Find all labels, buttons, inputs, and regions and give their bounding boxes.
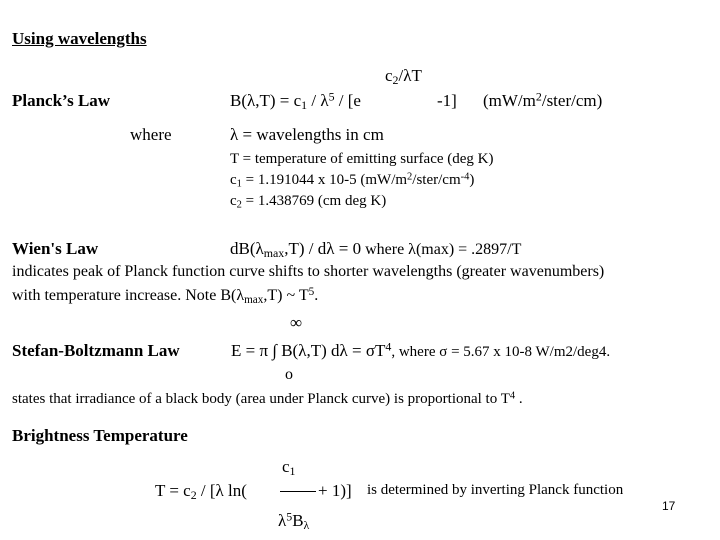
stefan-boltzmann-equation: E = π ∫ B(λ,T) $d\lambda = \sigma T^4$, where σ = 5.67 x 10-8 W/m2/deg4. [231,339,611,360]
wien-law-label: Wien's Law [12,239,99,258]
brightness-temperature-description: is determined by inverting Planck function [367,482,624,498]
planck-units: $(mW/m^2/ster/cm)$ [483,89,603,110]
planck-exponent: $c_2/\lambda T$ [385,66,422,87]
page-number: 17 [662,499,676,513]
wien-description-line1: indicates peak of Planck function curve shifts to shorter wavelengths (greater wavenumbers) [12,263,605,280]
stefan-boltzmann-description: states that irradiance of a black body (area under Planck curve) is proportional to $T^4$ . [12,390,523,407]
page-title: Using wavelengths [12,29,147,48]
stefan-boltzmann-label: Stefan-Boltzmann Law [12,341,180,360]
integral-lower-limit: o [285,366,293,383]
planck-equation-close: -1] [437,91,457,110]
definition-temperature: T = temperature of emitting surface (deg K) [230,151,494,167]
definition-c2: $c_2 = 1.438769$ (cm deg K) [230,193,387,211]
where-label: where [130,125,172,144]
fraction-numerator: $c_1$ [282,457,296,478]
brightness-equation-close: + 1)] [318,481,352,500]
fraction-denominator: $\lambda^5B_\lambda$ [278,509,310,532]
integral-upper-limit: ∞ [290,313,303,332]
definition-c1: $c_1 = 1.191044$ x 10-5 $(mW/m^2/ster/cm^{-4})$ [230,171,475,190]
fraction-bar [280,491,316,492]
planck-equation: $B(\lambda,T) = c_1 / \lambda^5 / [e$ [230,89,361,112]
wien-description-line2: with temperature increase. Note $B(\lambda_{max},T)$ ~ $T^5$. [12,285,319,306]
planck-law-label: Planck’s Law [12,91,111,110]
definition-lambda: λ = wavelengths in cm [230,125,384,144]
wien-equation: $dB(\lambda_{max},T) / d\lambda = 0$ where λ(max) = .2897/T [230,239,522,260]
brightness-temperature-equation: $T = c_2 / [\lambda$ ln( [155,481,247,502]
brightness-temperature-label: Brightness Temperature [12,426,188,445]
